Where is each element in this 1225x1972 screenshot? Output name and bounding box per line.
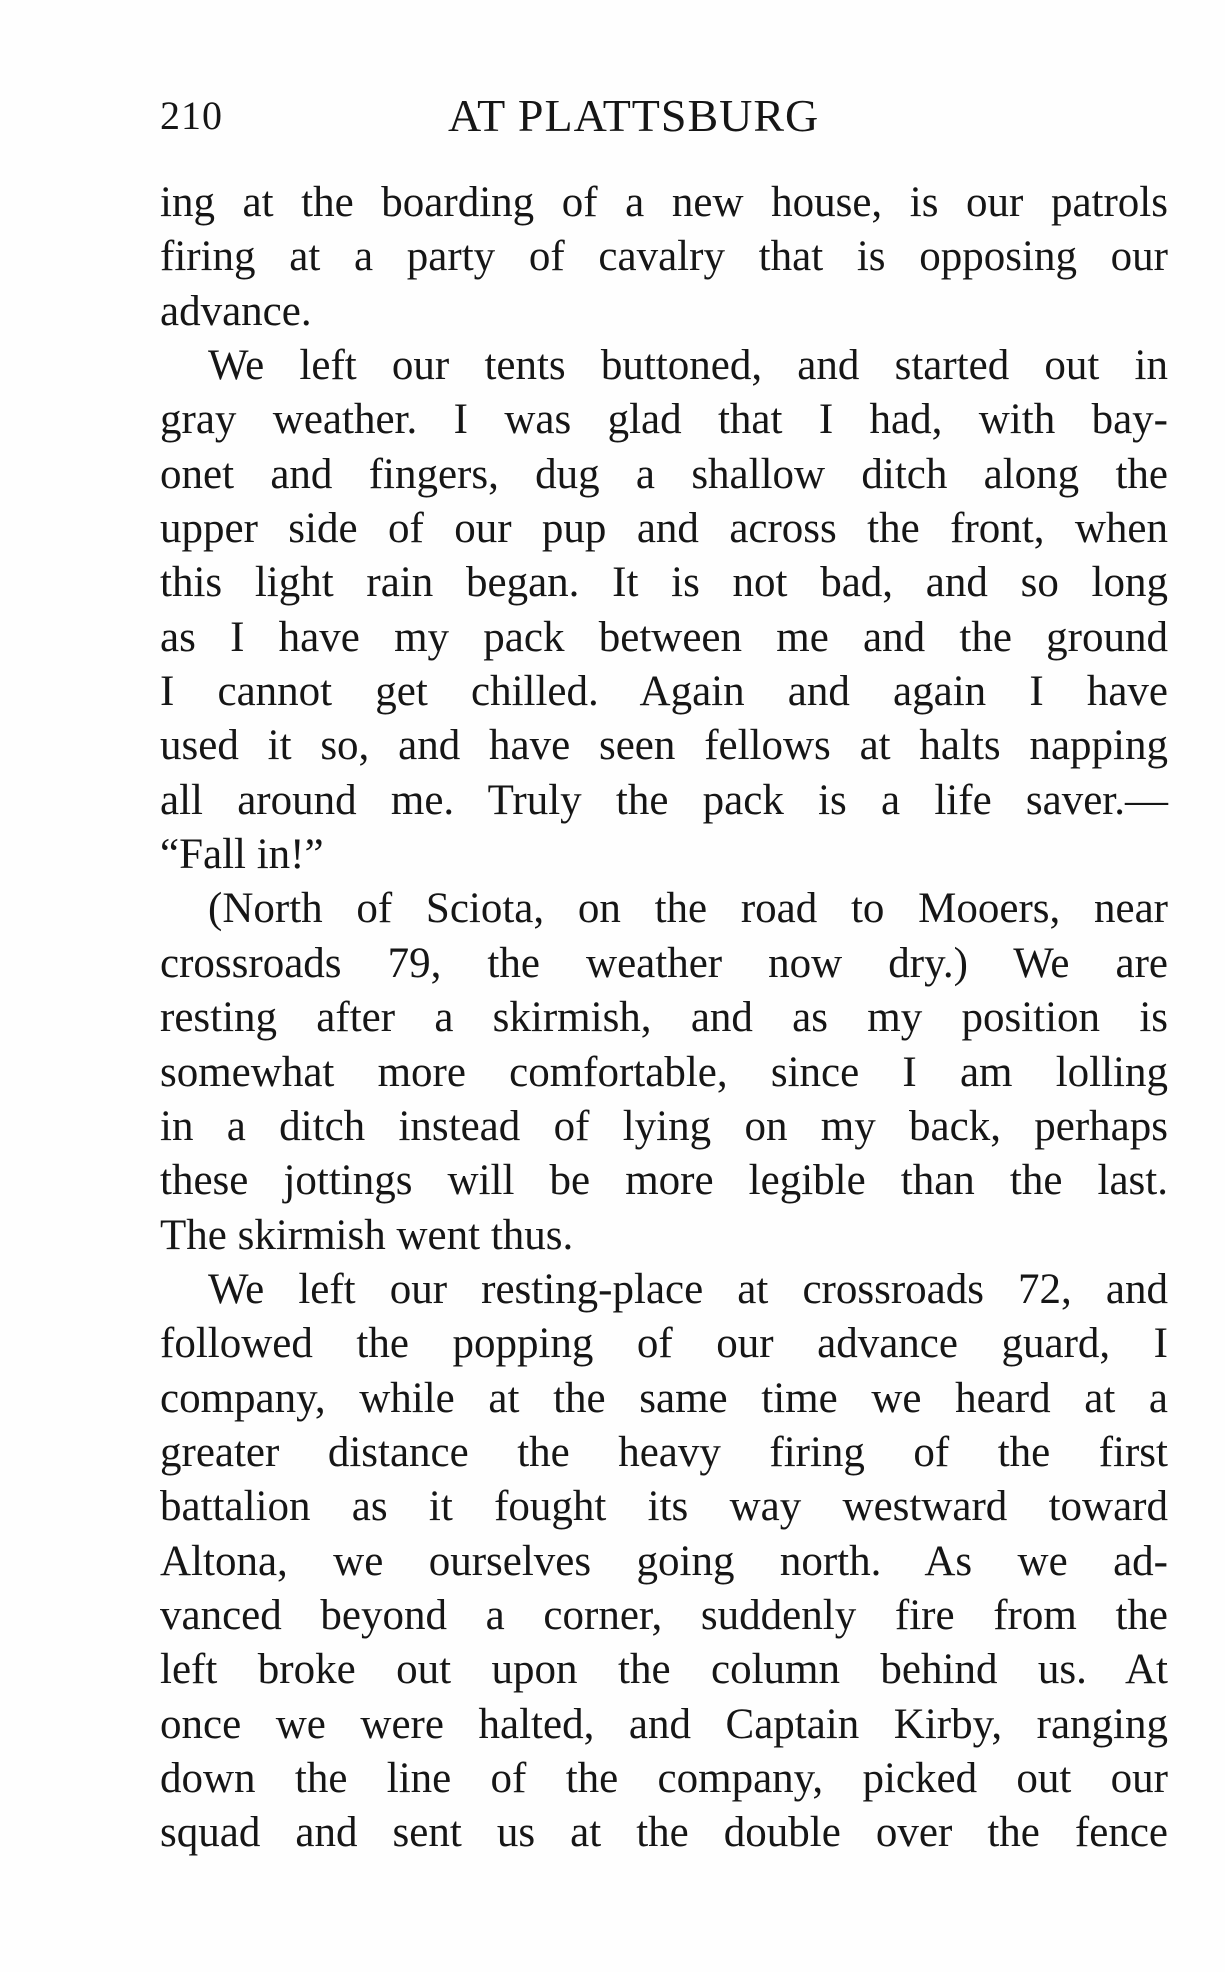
text-line: We left our tents buttoned, and started out in — [208, 342, 1168, 390]
body-text — [160, 176, 1168, 1861]
running-title: AT PLATTSBURG — [448, 90, 820, 141]
text-line: squad and sent us at the double over the fence — [160, 1809, 1168, 1857]
text-line: The skirmish went thus. — [160, 1211, 574, 1259]
text-line: (North of Sciota, on the road to Mooers, near — [208, 885, 1168, 933]
text-line: this light rain began. It is not bad, and so long — [160, 559, 1168, 607]
text-line: greater distance the heavy firing of the first — [160, 1428, 1168, 1476]
text-line: down the line of the company, picked out our — [160, 1754, 1168, 1802]
text-line: company, while at the same time we heard at a — [160, 1374, 1168, 1422]
text-line: I cannot get chilled. Again and again I have — [160, 668, 1168, 716]
text-line: used it so, and have seen fellows at halts napping — [160, 722, 1168, 770]
text-line: gray weather. I was glad that I had, with bay- — [160, 396, 1168, 444]
text-line: followed the popping of our advance guard, I — [160, 1320, 1168, 1368]
text-line: somewhat more comfortable, since I am lolling — [160, 1048, 1168, 1096]
text-line: upper side of our pup and across the front, when — [160, 505, 1168, 553]
text-line: “Fall in!” — [160, 831, 324, 879]
text-line: these jottings will be more legible than the last. — [160, 1157, 1168, 1205]
page-number: 210 — [160, 93, 223, 138]
text-line: Altona, we ourselves going north. As we ad- — [160, 1537, 1168, 1585]
text-line: crossroads 79, the weather now dry.) We are — [160, 939, 1168, 987]
text-line: once we were halted, and Captain Kirby, ranging — [160, 1700, 1168, 1748]
text-line: in a ditch instead of lying on my back, perhaps — [160, 1102, 1168, 1150]
text-line: resting after a skirmish, and as my position is — [160, 994, 1168, 1042]
text-line: all around me. Truly the pack is a life saver.— — [160, 776, 1168, 824]
text-line: ing at the boarding of a new house, is our patrols — [160, 179, 1168, 226]
text-line: vanced beyond a corner, suddenly fire from the — [160, 1591, 1168, 1639]
running-head — [160, 86, 1168, 146]
text-line: We left our resting-place at crossroads 72, and — [208, 1265, 1168, 1313]
text-line: left broke out upon the column behind us. At — [160, 1646, 1168, 1694]
text-line: battalion as it fought its way westward toward — [160, 1483, 1168, 1531]
text-line: advance. — [160, 287, 312, 335]
text-line: as I have my pack between me and the ground — [160, 613, 1168, 661]
text-line: firing at a party of cavalry that is opposing our — [160, 233, 1168, 281]
text-line: onet and fingers, dug a shallow ditch along the — [160, 450, 1168, 498]
